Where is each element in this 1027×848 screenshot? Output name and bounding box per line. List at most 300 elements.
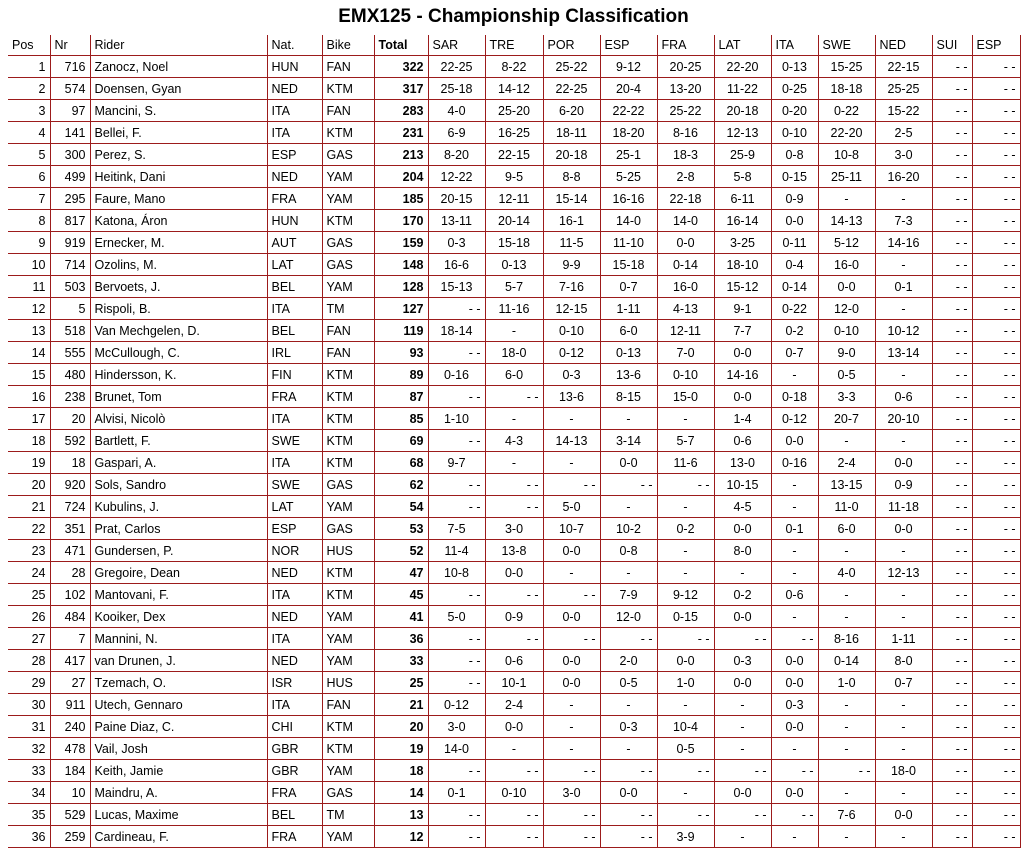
bike-cell: YAM (322, 496, 374, 518)
result-cell: - (657, 540, 714, 562)
result-cell: - - (428, 672, 485, 694)
result-cell: 5-0 (428, 606, 485, 628)
result-cell: - (875, 782, 932, 804)
nr-cell: 184 (50, 760, 90, 782)
result-cell: - - (932, 386, 972, 408)
nat-cell: BEL (267, 320, 322, 342)
result-cell: 0-10 (771, 122, 818, 144)
result-cell: 16-14 (714, 210, 771, 232)
bike-cell: KTM (322, 584, 374, 606)
result-cell: 15-13 (428, 276, 485, 298)
result-cell: 3-0 (875, 144, 932, 166)
rider-cell: Bervoets, J. (90, 276, 267, 298)
result-cell: 11-16 (485, 298, 543, 320)
result-cell: 25-20 (485, 100, 543, 122)
nr-cell: 714 (50, 254, 90, 276)
result-cell: 12-13 (875, 562, 932, 584)
nat-cell: CHI (267, 716, 322, 738)
result-cell: - (485, 408, 543, 430)
result-cell: - - (972, 518, 1020, 540)
table-row (8, 474, 1020, 496)
pos-cell: 31 (8, 716, 50, 738)
result-cell: 13-8 (485, 540, 543, 562)
result-cell: 0-6 (714, 430, 771, 452)
result-cell: 6-0 (818, 518, 875, 540)
rider-cell: Bartlett, F. (90, 430, 267, 452)
result-cell: 1-0 (657, 672, 714, 694)
result-cell: 0-2 (714, 584, 771, 606)
result-cell: 7-6 (818, 804, 875, 826)
result-cell: 0-3 (771, 694, 818, 716)
result-cell: 0-18 (771, 386, 818, 408)
pos-cell: 22 (8, 518, 50, 540)
result-cell: - - (932, 672, 972, 694)
result-cell: 0-0 (657, 650, 714, 672)
result-cell: - (771, 562, 818, 584)
result-cell: - - (932, 540, 972, 562)
result-cell: - (875, 540, 932, 562)
total-cell: 87 (374, 386, 428, 408)
result-cell: 15-0 (657, 386, 714, 408)
nat-cell: SWE (267, 430, 322, 452)
result-cell: - - (932, 408, 972, 430)
bike-cell: FAN (322, 694, 374, 716)
result-cell: - - (600, 826, 657, 848)
result-cell: - - (543, 628, 600, 650)
result-cell: 4-5 (714, 496, 771, 518)
result-cell: - (818, 716, 875, 738)
col-header-round: TRE (485, 35, 543, 56)
rider-cell: van Drunen, J. (90, 650, 267, 672)
nat-cell: ESP (267, 144, 322, 166)
result-cell: - - (428, 386, 485, 408)
result-cell: 0-0 (485, 716, 543, 738)
result-cell: - - (932, 606, 972, 628)
result-cell: 10-7 (543, 518, 600, 540)
result-cell: 11-18 (875, 496, 932, 518)
result-cell: - - (657, 760, 714, 782)
result-cell: 0-0 (771, 716, 818, 738)
result-cell: 0-8 (771, 144, 818, 166)
nr-cell: 7 (50, 628, 90, 650)
total-cell: 52 (374, 540, 428, 562)
rider-cell: Gaspari, A. (90, 452, 267, 474)
result-cell: 13-15 (818, 474, 875, 496)
result-cell: - (657, 782, 714, 804)
col-header-round: ESP (600, 35, 657, 56)
result-cell: - - (485, 584, 543, 606)
nat-cell: NED (267, 562, 322, 584)
result-cell: - - (932, 826, 972, 848)
result-cell: 6-11 (714, 188, 771, 210)
nat-cell: ITA (267, 408, 322, 430)
rider-cell: Bellei, F. (90, 122, 267, 144)
result-cell: 18-20 (600, 122, 657, 144)
result-cell: 9-1 (714, 298, 771, 320)
bike-cell: GAS (322, 518, 374, 540)
result-cell: - - (771, 628, 818, 650)
result-cell: 14-12 (485, 78, 543, 100)
result-cell: 16-20 (875, 166, 932, 188)
header-row (8, 35, 1020, 56)
result-cell: - - (932, 584, 972, 606)
result-cell: - - (485, 826, 543, 848)
result-cell: - (543, 738, 600, 760)
bike-cell: FAN (322, 320, 374, 342)
total-cell: 36 (374, 628, 428, 650)
result-cell: - - (972, 166, 1020, 188)
result-cell: - - (932, 760, 972, 782)
total-cell: 170 (374, 210, 428, 232)
result-cell: 0-10 (657, 364, 714, 386)
result-cell: 0-0 (543, 540, 600, 562)
table-row (8, 188, 1020, 210)
result-cell: 1-0 (818, 672, 875, 694)
result-cell: 0-3 (543, 364, 600, 386)
table-row (8, 496, 1020, 518)
total-cell: 54 (374, 496, 428, 518)
result-cell: 13-6 (543, 386, 600, 408)
result-cell: - - (600, 628, 657, 650)
result-cell: 0-0 (818, 276, 875, 298)
result-cell: 20-15 (428, 188, 485, 210)
rider-cell: Mantovani, F. (90, 584, 267, 606)
result-cell: 2-8 (657, 166, 714, 188)
result-cell: 1-11 (600, 298, 657, 320)
result-cell: 3-3 (818, 386, 875, 408)
result-cell: - - (972, 100, 1020, 122)
result-cell: - (600, 694, 657, 716)
table-row (8, 408, 1020, 430)
result-cell: 0-15 (771, 166, 818, 188)
result-cell: 8-15 (600, 386, 657, 408)
result-cell: 0-5 (818, 364, 875, 386)
nr-cell: 920 (50, 474, 90, 496)
result-cell: - (543, 562, 600, 584)
pos-cell: 24 (8, 562, 50, 584)
result-cell: 0-2 (657, 518, 714, 540)
bike-cell: HUS (322, 672, 374, 694)
total-cell: 68 (374, 452, 428, 474)
rider-cell: Paine Diaz, C. (90, 716, 267, 738)
result-cell: - - (771, 760, 818, 782)
nat-cell: BEL (267, 276, 322, 298)
nat-cell: ITA (267, 452, 322, 474)
nat-cell: HUN (267, 210, 322, 232)
result-cell: 22-22 (600, 100, 657, 122)
result-cell: - - (972, 738, 1020, 760)
result-cell: 0-5 (657, 738, 714, 760)
total-cell: 213 (374, 144, 428, 166)
result-cell: - (600, 496, 657, 518)
result-cell: - - (972, 364, 1020, 386)
table-row (8, 606, 1020, 628)
rider-cell: Gregoire, Dean (90, 562, 267, 584)
result-cell: 0-7 (600, 276, 657, 298)
col-header-round: ITA (771, 35, 818, 56)
result-cell: - - (932, 56, 972, 78)
result-cell: - - (972, 144, 1020, 166)
nat-cell: LAT (267, 496, 322, 518)
result-cell: 22-25 (543, 78, 600, 100)
result-cell: - (600, 408, 657, 430)
rider-cell: Tzemach, O. (90, 672, 267, 694)
result-cell: 10-15 (714, 474, 771, 496)
result-cell: 0-0 (875, 518, 932, 540)
result-cell: 14-0 (657, 210, 714, 232)
result-cell: - - (932, 188, 972, 210)
total-cell: 148 (374, 254, 428, 276)
bike-cell: KTM (322, 562, 374, 584)
pos-cell: 20 (8, 474, 50, 496)
classification-table (8, 35, 1021, 848)
result-cell: 0-0 (714, 518, 771, 540)
result-cell: 0-22 (771, 298, 818, 320)
pos-cell: 26 (8, 606, 50, 628)
result-cell: 5-7 (485, 276, 543, 298)
total-cell: 127 (374, 298, 428, 320)
result-cell: 0-13 (600, 342, 657, 364)
rider-cell: Cardineau, F. (90, 826, 267, 848)
rider-cell: Doensen, Gyan (90, 78, 267, 100)
nat-cell: NOR (267, 540, 322, 562)
result-cell: 0-0 (875, 804, 932, 826)
nr-cell: 102 (50, 584, 90, 606)
table-row (8, 254, 1020, 276)
table-row (8, 320, 1020, 342)
result-cell: 0-2 (771, 320, 818, 342)
nr-cell: 518 (50, 320, 90, 342)
rider-cell: Maindru, A. (90, 782, 267, 804)
result-cell: 20-4 (600, 78, 657, 100)
result-cell: - (714, 694, 771, 716)
result-cell: 0-9 (485, 606, 543, 628)
nr-cell: 716 (50, 56, 90, 78)
nr-cell: 351 (50, 518, 90, 540)
result-cell: - (771, 826, 818, 848)
pos-cell: 10 (8, 254, 50, 276)
result-cell: 16-0 (657, 276, 714, 298)
result-cell: - - (972, 540, 1020, 562)
nat-cell: FRA (267, 188, 322, 210)
col-header-round: SWE (818, 35, 875, 56)
rider-cell: Zanocz, Noel (90, 56, 267, 78)
result-cell: - (818, 738, 875, 760)
result-cell: 0-0 (714, 672, 771, 694)
result-cell: 1-11 (875, 628, 932, 650)
result-cell: - - (972, 122, 1020, 144)
result-cell: 0-3 (428, 232, 485, 254)
result-cell: - - (932, 232, 972, 254)
table-row (8, 276, 1020, 298)
result-cell: 0-9 (771, 188, 818, 210)
result-cell: 20-14 (485, 210, 543, 232)
table-row (8, 804, 1020, 826)
result-cell: - - (932, 210, 972, 232)
total-cell: 128 (374, 276, 428, 298)
result-cell: 9-0 (818, 342, 875, 364)
bike-cell: KTM (322, 408, 374, 430)
result-cell: 10-2 (600, 518, 657, 540)
result-cell: 15-25 (818, 56, 875, 78)
result-cell: - - (428, 298, 485, 320)
result-cell: 0-15 (657, 606, 714, 628)
result-cell: 0-0 (771, 650, 818, 672)
result-cell: 3-0 (543, 782, 600, 804)
result-cell: 25-25 (875, 78, 932, 100)
result-cell: - - (972, 716, 1020, 738)
result-cell: - - (932, 298, 972, 320)
total-cell: 20 (374, 716, 428, 738)
col-header-bike: Bike (322, 35, 374, 56)
pos-cell: 2 (8, 78, 50, 100)
result-cell: - - (428, 474, 485, 496)
nr-cell: 259 (50, 826, 90, 848)
nr-cell: 417 (50, 650, 90, 672)
result-cell: 18-18 (818, 78, 875, 100)
result-cell: 4-0 (428, 100, 485, 122)
result-cell: - (714, 562, 771, 584)
col-header-round: NED (875, 35, 932, 56)
result-cell: 4-13 (657, 298, 714, 320)
result-cell: 18-3 (657, 144, 714, 166)
nat-cell: ITA (267, 100, 322, 122)
result-cell: - - (972, 760, 1020, 782)
total-cell: 85 (374, 408, 428, 430)
col-header-round: LAT (714, 35, 771, 56)
nr-cell: 28 (50, 562, 90, 584)
col-header-round: SAR (428, 35, 485, 56)
result-cell: 15-14 (543, 188, 600, 210)
result-cell: 20-25 (657, 56, 714, 78)
nat-cell: ITA (267, 694, 322, 716)
result-cell: - (875, 298, 932, 320)
bike-cell: KTM (322, 210, 374, 232)
pos-cell: 36 (8, 826, 50, 848)
result-cell: - (875, 738, 932, 760)
table-row (8, 342, 1020, 364)
rider-cell: Faure, Mano (90, 188, 267, 210)
nat-cell: FRA (267, 826, 322, 848)
table-row (8, 430, 1020, 452)
nr-cell: 18 (50, 452, 90, 474)
result-cell: - (600, 562, 657, 584)
result-cell: - - (543, 474, 600, 496)
result-cell: - - (428, 430, 485, 452)
total-cell: 89 (374, 364, 428, 386)
result-cell: - - (485, 386, 543, 408)
result-cell: 0-0 (657, 232, 714, 254)
rider-cell: Van Mechgelen, D. (90, 320, 267, 342)
result-cell: 0-3 (600, 716, 657, 738)
result-cell: - - (932, 342, 972, 364)
bike-cell: GAS (322, 232, 374, 254)
result-cell: - (771, 496, 818, 518)
pos-cell: 29 (8, 672, 50, 694)
table-row (8, 716, 1020, 738)
nat-cell: FIN (267, 364, 322, 386)
result-cell: - - (714, 804, 771, 826)
result-cell: - (875, 254, 932, 276)
result-cell: - - (972, 694, 1020, 716)
nr-cell: 503 (50, 276, 90, 298)
result-cell: 12-11 (485, 188, 543, 210)
bike-cell: YAM (322, 826, 374, 848)
result-cell: - - (972, 298, 1020, 320)
result-cell: - - (972, 628, 1020, 650)
result-cell: 18-10 (714, 254, 771, 276)
table-row (8, 298, 1020, 320)
result-cell: - (875, 606, 932, 628)
bike-cell: KTM (322, 452, 374, 474)
result-cell: - (714, 826, 771, 848)
bike-cell: YAM (322, 606, 374, 628)
rider-cell: Keith, Jamie (90, 760, 267, 782)
result-cell: 11-22 (714, 78, 771, 100)
nat-cell: ITA (267, 628, 322, 650)
bike-cell: FAN (322, 342, 374, 364)
nr-cell: 27 (50, 672, 90, 694)
result-cell: 0-4 (771, 254, 818, 276)
result-cell: 5-8 (714, 166, 771, 188)
nr-cell: 484 (50, 606, 90, 628)
table-row (8, 672, 1020, 694)
result-cell: 0-7 (771, 342, 818, 364)
result-cell: - - (657, 474, 714, 496)
result-cell: 12-11 (657, 320, 714, 342)
total-cell: 93 (374, 342, 428, 364)
pos-cell: 1 (8, 56, 50, 78)
rider-cell: Kubulins, J. (90, 496, 267, 518)
result-cell: - - (485, 804, 543, 826)
result-cell: 11-10 (600, 232, 657, 254)
result-cell: - - (972, 804, 1020, 826)
result-cell: 22-15 (485, 144, 543, 166)
table-row (8, 100, 1020, 122)
result-cell: 25-11 (818, 166, 875, 188)
nat-cell: NED (267, 650, 322, 672)
result-cell: - - (485, 760, 543, 782)
result-cell: - - (932, 364, 972, 386)
result-cell: - (485, 452, 543, 474)
rider-cell: McCullough, C. (90, 342, 267, 364)
total-cell: 18 (374, 760, 428, 782)
result-cell: 0-0 (875, 452, 932, 474)
result-cell: - - (932, 496, 972, 518)
result-cell: - - (932, 254, 972, 276)
result-cell: 11-5 (543, 232, 600, 254)
rider-cell: Kooiker, Dex (90, 606, 267, 628)
result-cell: 20-10 (875, 408, 932, 430)
nr-cell: 919 (50, 232, 90, 254)
result-cell: 9-5 (485, 166, 543, 188)
rider-cell: Vail, Josh (90, 738, 267, 760)
result-cell: - - (972, 342, 1020, 364)
result-cell: 0-0 (714, 386, 771, 408)
pos-cell: 34 (8, 782, 50, 804)
pos-cell: 25 (8, 584, 50, 606)
result-cell: - - (932, 122, 972, 144)
result-cell: - - (543, 760, 600, 782)
rider-cell: Utech, Gennaro (90, 694, 267, 716)
nr-cell: 555 (50, 342, 90, 364)
result-cell: - - (972, 188, 1020, 210)
result-cell: 25-18 (428, 78, 485, 100)
result-cell: 8-0 (714, 540, 771, 562)
result-cell: 15-22 (875, 100, 932, 122)
table-row (8, 760, 1020, 782)
bike-cell: HUS (322, 540, 374, 562)
